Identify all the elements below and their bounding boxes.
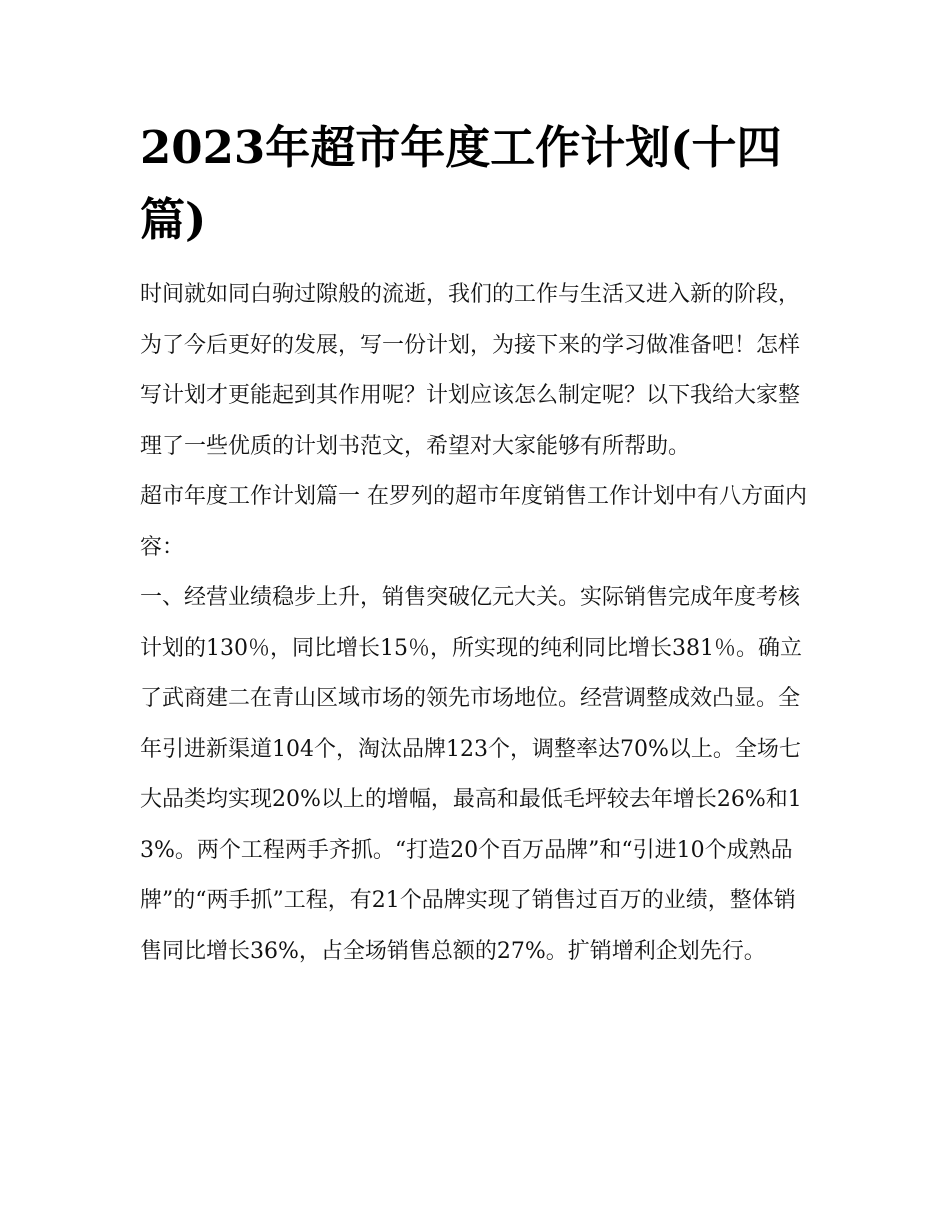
document-title: 2023年超市年度工作计划(十四篇) bbox=[140, 121, 782, 246]
document-page bbox=[140, 112, 815, 977]
intro-paragraph: 时间就如同白驹过隙般的流逝，我们的工作与生活又进入新的阶段，为了今后更好的发展，写一份计划，为接下来的学习做准备吧！怎样写计划才更能起到其作用呢？计划应该怎么制定呢？以下我给大家整理了一些优质的计划书范文，希望对大家能够有所帮助。 bbox=[140, 282, 801, 459]
body-paragraph: 一、经营业绩稳步上升，销售突破亿元大关。实际销售完成年度考核计划的130％，同比增长15％，所实现的纯利同比增长381％。确立了武商建二在青山区域市场的领先市场地位。经营调整成效凸显。全年引进新渠道104个，淘汰品牌123个，调整率达70%以上。全场七大品类均实现20%以上的增幅，最高和最低毛坪较去年增长26%和13%。两个工程两手齐抓。“打造20个百万品牌”和“引进10个成熟品牌”的“两手抓”工程，有21个品牌实现了销售过百万的业绩，整体销售同比增长36%，占全场销售总额的27%。扩销增利企划先行。 bbox=[140, 585, 802, 964]
section-heading-paragraph: 超市年度工作计划篇一 在罗列的超市年度销售工作计划中有八方面内容： bbox=[140, 484, 807, 560]
